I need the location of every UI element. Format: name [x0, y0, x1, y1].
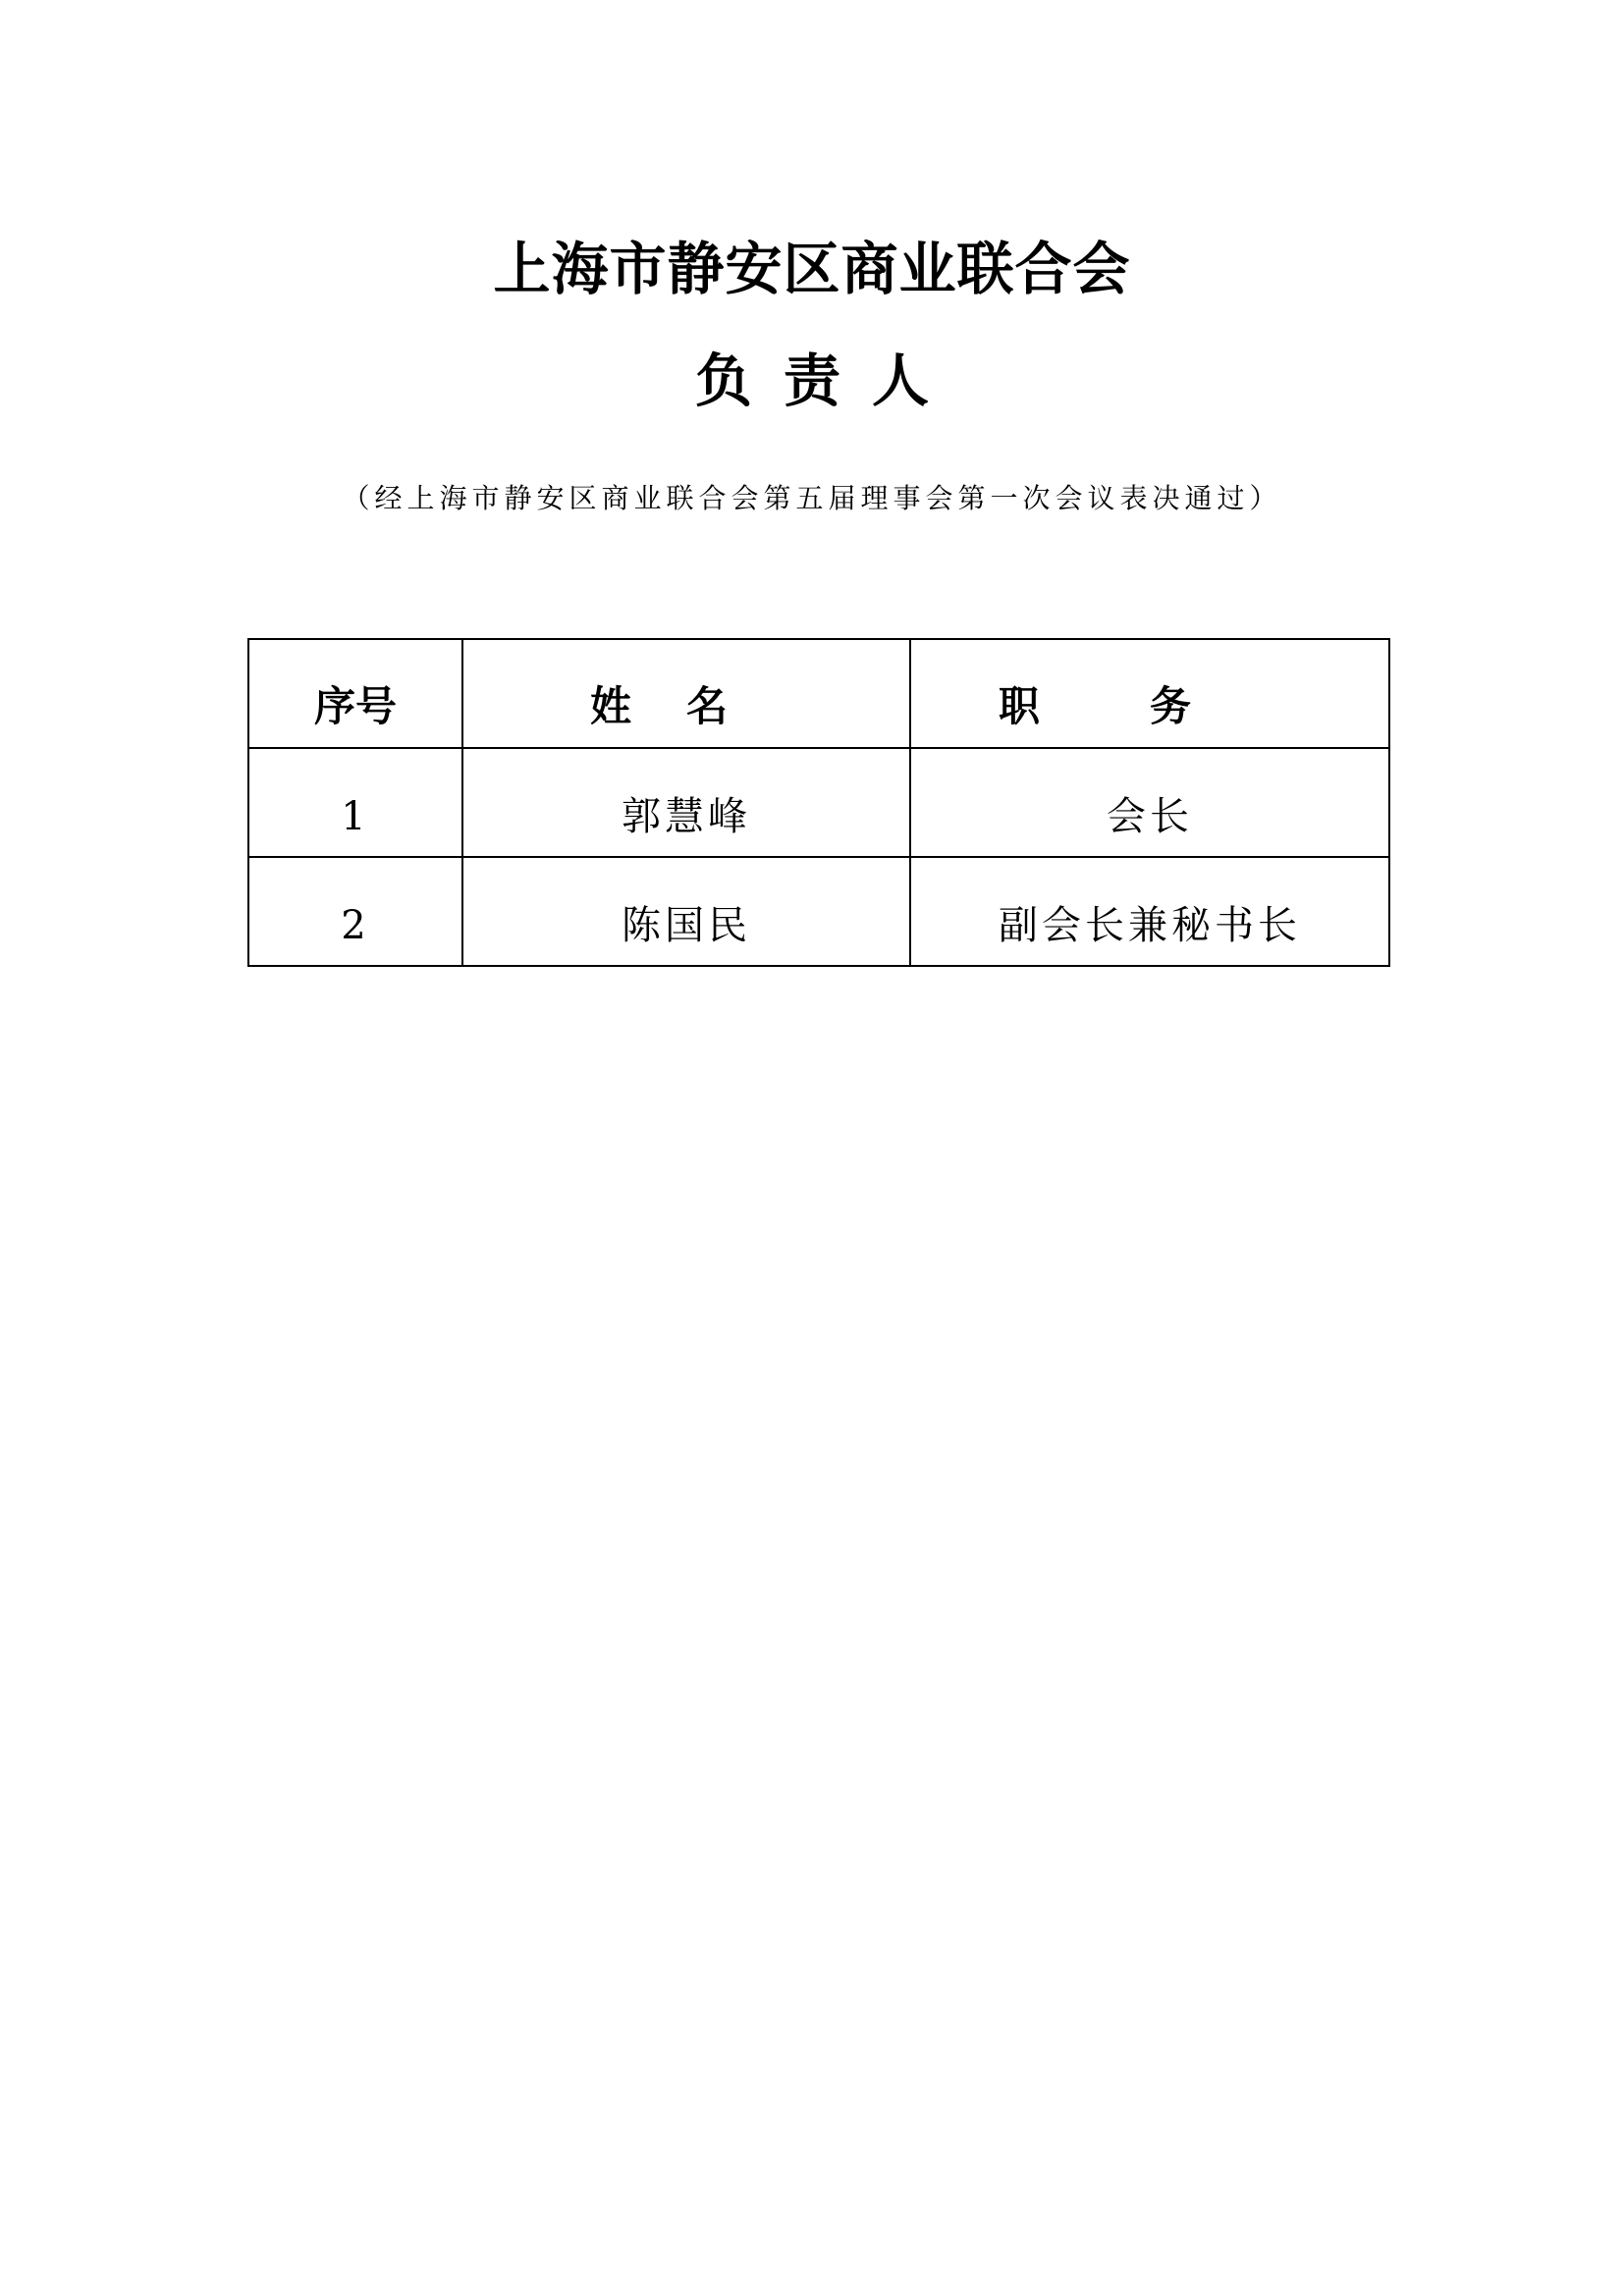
subtitle-char: 人 [872, 347, 930, 414]
cell-name: 陈国民 [462, 857, 910, 966]
document-subtitle [0, 344, 1624, 418]
cell-seq: 1 [248, 748, 462, 857]
cell-name: 郭慧峰 [462, 748, 910, 857]
header-seq: 序号 [248, 639, 462, 748]
cell-seq: 2 [248, 857, 462, 966]
document-title: 上海市静安区商业联合会 [493, 236, 1131, 302]
cell-role: 副会长兼秘书长 [910, 857, 1389, 966]
header-role: 职务 [910, 639, 1389, 748]
cell-role: 会长 [910, 748, 1389, 857]
approval-note: （经上海市静安区商业联合会第五届理事会第一次会议表决通过） [342, 482, 1282, 514]
subtitle-char: 责 [783, 347, 840, 414]
table-row [248, 748, 1389, 857]
header-name: 姓名 [462, 639, 910, 748]
subtitle-char: 负 [694, 347, 752, 414]
table-header-row [248, 639, 1389, 748]
officers-table [247, 638, 1390, 967]
table-row [248, 857, 1389, 966]
